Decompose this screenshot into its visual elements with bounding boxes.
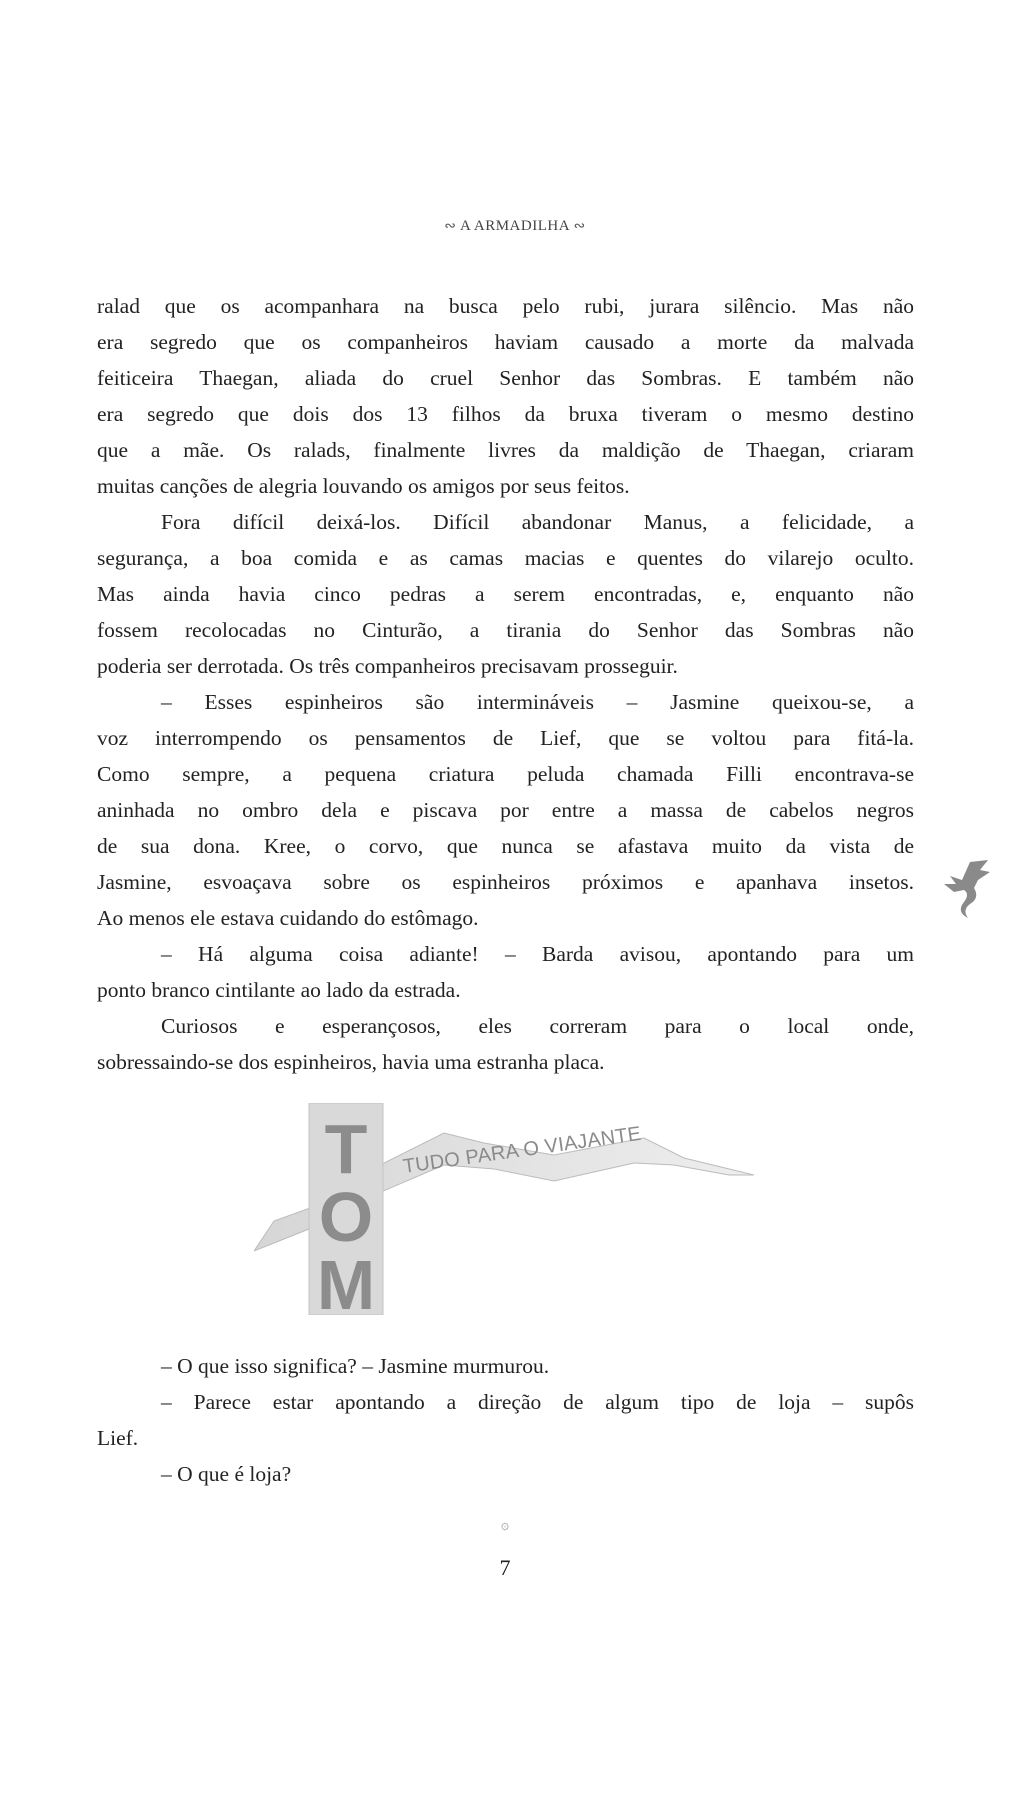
text-line: era segredo que os companheiros haviam causado a morte da malvada [97, 330, 914, 354]
text-line: fossem recolocadas no Cinturão, a tirania do Senhor das Sombras não [97, 618, 914, 642]
text-line: era segredo que dois dos 13 filhos da bruxa tiveram o mesmo destino [97, 402, 914, 426]
text-line: ponto branco cintilante ao lado da estrada. [97, 978, 461, 1002]
text-line: – O que isso significa? – Jasmine murmurou. [161, 1354, 550, 1378]
text-line: muitas canções de alegria louvando os amigos por seus feitos. [97, 474, 630, 498]
text-line: Como sempre, a pequena criatura peluda chamada Filli encontrava-se [97, 762, 914, 786]
text-line: Lief. [97, 1426, 139, 1450]
text-line: de sua dona. Kree, o corvo, que nunca se afastava muito da vista de [97, 834, 914, 858]
body-text [97, 288, 914, 1080]
text-line: – Esses espinheiros são intermináveis – Jasmine queixou-se, a [161, 690, 914, 714]
text-line: Ao menos ele estava cuidando do estômago. [97, 906, 479, 930]
text-line: segurança, a boa comida e as camas macias e quentes do vilarejo oculto. [97, 546, 914, 570]
text-line: que a mãe. Os ralads, finalmente livres da maldição de Thaegan, criaram [97, 438, 914, 462]
chapter-title: A ARMADILHA [459, 218, 570, 234]
dragon-icon [940, 858, 992, 920]
tom-sign-illustration [254, 1103, 754, 1315]
text-line: aninhada no ombro dela e piscava por entre a massa de cabelos negros [97, 798, 914, 822]
text-line: – Parece estar apontando a direção de algum tipo de loja – supôs [161, 1390, 914, 1414]
sign-letter-m: M [316, 1246, 376, 1315]
page-number: 7 [499, 1555, 511, 1580]
dialogue-text [97, 1348, 914, 1492]
ornament-left-icon: ∾ [444, 219, 457, 234]
text-line: sobressaindo-se dos espinheiros, havia uma estranha placa. [97, 1050, 605, 1074]
sign-banner-text: TUDO PARA O VIAJANTE [401, 1122, 643, 1178]
text-line: Mas ainda havia cinco pedras a serem encontradas, e, enquanto não [97, 582, 914, 606]
ornament-right-icon: ∾ [573, 219, 586, 234]
text-line: ralad que os acompanhara na busca pelo rubi, jurara silêncio. Mas não [97, 294, 914, 318]
running-header [0, 218, 1024, 235]
text-line: – Há alguma coisa adiante! – Barda avisou, apontando para um [161, 942, 914, 966]
text-line: voz interrompendo os pensamentos de Lief, que se voltou para fitá-la. [97, 726, 914, 750]
sign-letter-t: T [324, 1110, 368, 1188]
page-ornament-icon: ۞ [500, 1518, 510, 1533]
text-line: Fora difícil deixá-los. Difícil abandonar Manus, a felicidade, a [161, 510, 914, 534]
text-line: – O que é loja? [161, 1462, 292, 1486]
text-line: Jasmine, esvoaçava sobre os espinheiros próximos e apanhava insetos. [97, 870, 914, 894]
text-line: feiticeira Thaegan, aliada do cruel Senhor das Sombras. E também não [97, 366, 914, 390]
text-line: poderia ser derrotada. Os três companheiros precisavam prosseguir. [97, 654, 678, 678]
sign-letter-o: O [318, 1178, 374, 1256]
text-line: Curiosos e esperançosos, eles correram para o local onde, [161, 1014, 914, 1038]
